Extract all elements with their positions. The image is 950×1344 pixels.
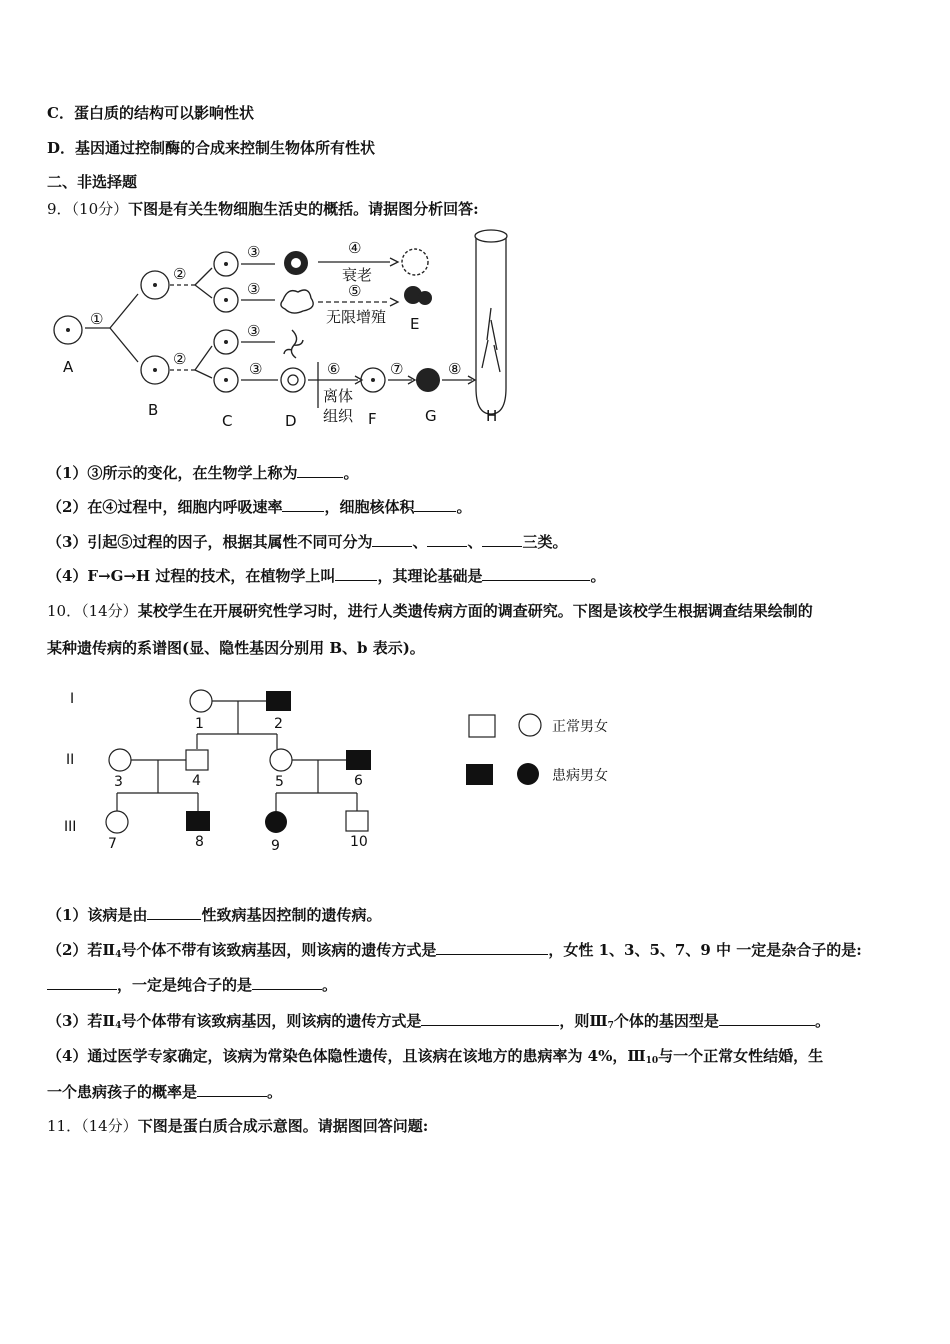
q10-sub2-text-c: ，女性 1、3、5、7、9 中 一定是杂合子的是:: [548, 941, 862, 959]
q9-sub4-text: （4）F→G→H 过程的技术，在植物学上叫: [47, 567, 336, 585]
q10-sub4-text: （4）通过医学专家确定，该病为常染色体隐性遗传，且该病在该地方的患病率为 4%，Ⅲ: [47, 1047, 646, 1065]
q10-sub2: [47, 939, 862, 960]
q10-stem-text: 某校学生在开展研究性学习时，进行人类遗传病方面的调查研究。下图是该校学生根据调查结果绘制的: [137, 602, 813, 620]
q10-sub4: [47, 1045, 823, 1066]
tissue-label: 组织: [323, 407, 354, 425]
answer-blank[interactable]: [282, 497, 324, 512]
subscript: 4: [115, 950, 122, 960]
subscript: 7: [607, 1021, 614, 1031]
individual-id: 3: [114, 774, 123, 790]
step-mark: ③: [247, 280, 261, 298]
cell-label-e: E: [410, 315, 420, 333]
q9-sub3: [47, 531, 568, 552]
q10-sub2-cont: [47, 974, 337, 995]
answer-blank[interactable]: [719, 1011, 815, 1026]
q9-sub1-text: （1）③所示的变化，在生物学上称为: [47, 464, 298, 482]
cell-label-d: D: [285, 412, 297, 430]
q9-sub1: [47, 462, 358, 483]
individual-id: 10: [350, 834, 368, 850]
cell-label-a: A: [63, 358, 74, 376]
q10-stem-1: [47, 600, 813, 621]
answer-blank[interactable]: [147, 905, 201, 920]
q9-sub4-text-b: ，其理论基础是: [377, 567, 483, 585]
q9-sub4-end: 。: [590, 567, 606, 585]
cell-label-h: H: [486, 407, 498, 425]
pedigree-chart: [0, 670, 700, 860]
q9-sub4: [47, 565, 605, 586]
q9-number: 9．（10分）: [47, 200, 129, 218]
q9-sub3-end: 三类。: [522, 533, 568, 551]
individual-id: 4: [192, 773, 201, 789]
individual-id: 6: [354, 773, 363, 789]
q10-sub2-end: 。: [322, 976, 338, 994]
answer-blank[interactable]: [372, 532, 412, 547]
q10-sub3: [47, 1010, 830, 1031]
answer-blank[interactable]: [297, 463, 343, 478]
q9-sub2: [47, 496, 471, 517]
q10-sub2-text: （2）若Ⅱ: [47, 941, 116, 959]
individual-id: 2: [274, 716, 283, 732]
cell-life-history-figure: [0, 0, 950, 440]
individual-id: 8: [195, 834, 204, 850]
individual-id: 9: [271, 838, 280, 854]
q9-sub2-end: 。: [456, 498, 472, 516]
answer-blank[interactable]: [482, 532, 522, 547]
legend-affected: 患病男女: [552, 768, 608, 784]
answer-blank[interactable]: [414, 497, 456, 512]
step-mark: ①: [90, 310, 104, 328]
proliferation-label: 无限增殖: [326, 308, 387, 326]
section-title: 二、非选择题: [47, 173, 138, 191]
step-mark: ⑤: [348, 282, 362, 300]
q10-sub2-text-b: 号个体不带有该致病基因，则该病的遗传方式是: [121, 941, 437, 959]
separator: 、: [467, 533, 483, 551]
isolated-label: 离体: [323, 387, 354, 405]
answer-blank[interactable]: [47, 975, 117, 990]
q9-sub3-text: （3）引起⑤过程的因子，根据其属性不同可分为: [47, 533, 373, 551]
subscript: 4: [115, 1021, 122, 1031]
step-mark: ⑥: [327, 360, 341, 378]
step-mark: ③: [247, 322, 261, 340]
individual-id: 5: [275, 774, 284, 790]
cell-label-g: G: [425, 407, 437, 425]
q9-stem-text: 下图是有关生物细胞生活史的概括。请据图分析回答:: [128, 200, 479, 218]
answer-blank[interactable]: [427, 532, 467, 547]
q10-sub1: [47, 904, 381, 925]
subscript: 10: [645, 1056, 659, 1066]
answer-blank[interactable]: [482, 566, 590, 581]
q10-sub2-text-d: ，一定是纯合子的是: [117, 976, 253, 994]
q10-sub4-text-b: 与一个正常女性结婚，生: [658, 1047, 824, 1065]
cell-label-f: F: [368, 410, 377, 428]
cell-label-c: C: [222, 412, 233, 430]
q11-number: 11．（14分）: [47, 1117, 138, 1135]
legend-normal: 正常男女: [552, 719, 608, 735]
q10-sub3-text-b: 号个体带有该致病基因，则该病的遗传方式是: [121, 1012, 422, 1030]
q11-stem: [47, 1115, 428, 1136]
q10-number: 10．（14分）: [47, 602, 138, 620]
cell-label-b: B: [148, 401, 159, 419]
step-mark: ④: [348, 239, 362, 257]
generation-label: II: [66, 752, 75, 768]
step-mark: ③: [249, 360, 263, 378]
q10-sub3-end: 。: [814, 1012, 830, 1030]
separator: 、: [412, 533, 428, 551]
answer-blank[interactable]: [252, 975, 322, 990]
q10-sub3-text-d: 个体的基因型是: [613, 1012, 719, 1030]
q9-sub2-text: （2）在④过程中，细胞内呼吸速率: [47, 498, 283, 516]
step-mark: ⑧: [448, 360, 462, 378]
q10-sub4-end: 。: [267, 1083, 283, 1101]
option-c: C．蛋白质的结构可以影响性状: [47, 104, 254, 122]
aging-label: 衰老: [342, 266, 373, 284]
q11-stem-text: 下图是蛋白质合成示意图。请据图回答问题:: [137, 1117, 429, 1135]
q9-sub1-end: 。: [343, 464, 359, 482]
answer-blank[interactable]: [197, 1082, 267, 1097]
step-mark: ②: [173, 265, 187, 283]
q10-sub1-text-b: 性致病基因控制的遗传病。: [201, 906, 382, 924]
answer-blank[interactable]: [335, 566, 377, 581]
step-mark: ③: [247, 243, 261, 261]
q10-sub3-text-c: ，则Ⅲ: [559, 1012, 608, 1030]
answer-blank[interactable]: [421, 1011, 559, 1026]
q9-sub2-text-b: ，细胞核体积: [324, 498, 415, 516]
q10-sub4-cont: [47, 1081, 282, 1102]
individual-id: 1: [195, 716, 204, 732]
q10-stem-2: 某种遗传病的系谱图(显、隐性基因分别用 B、b 表示)。: [47, 639, 425, 657]
option-d: D．基因通过控制酶的合成来控制生物体所有性状: [47, 139, 376, 157]
generation-label: III: [64, 819, 77, 835]
q10-sub1-text: （1）该病是由: [47, 906, 148, 924]
q10-sub3-text: （3）若Ⅱ: [47, 1012, 116, 1030]
generation-label: I: [70, 691, 75, 707]
q10-sub4-text-c: 一个患病孩子的概率是: [47, 1083, 198, 1101]
step-mark: ⑦: [390, 360, 404, 378]
answer-blank[interactable]: [436, 940, 548, 955]
individual-id: 7: [108, 836, 117, 852]
step-mark: ②: [173, 350, 187, 368]
